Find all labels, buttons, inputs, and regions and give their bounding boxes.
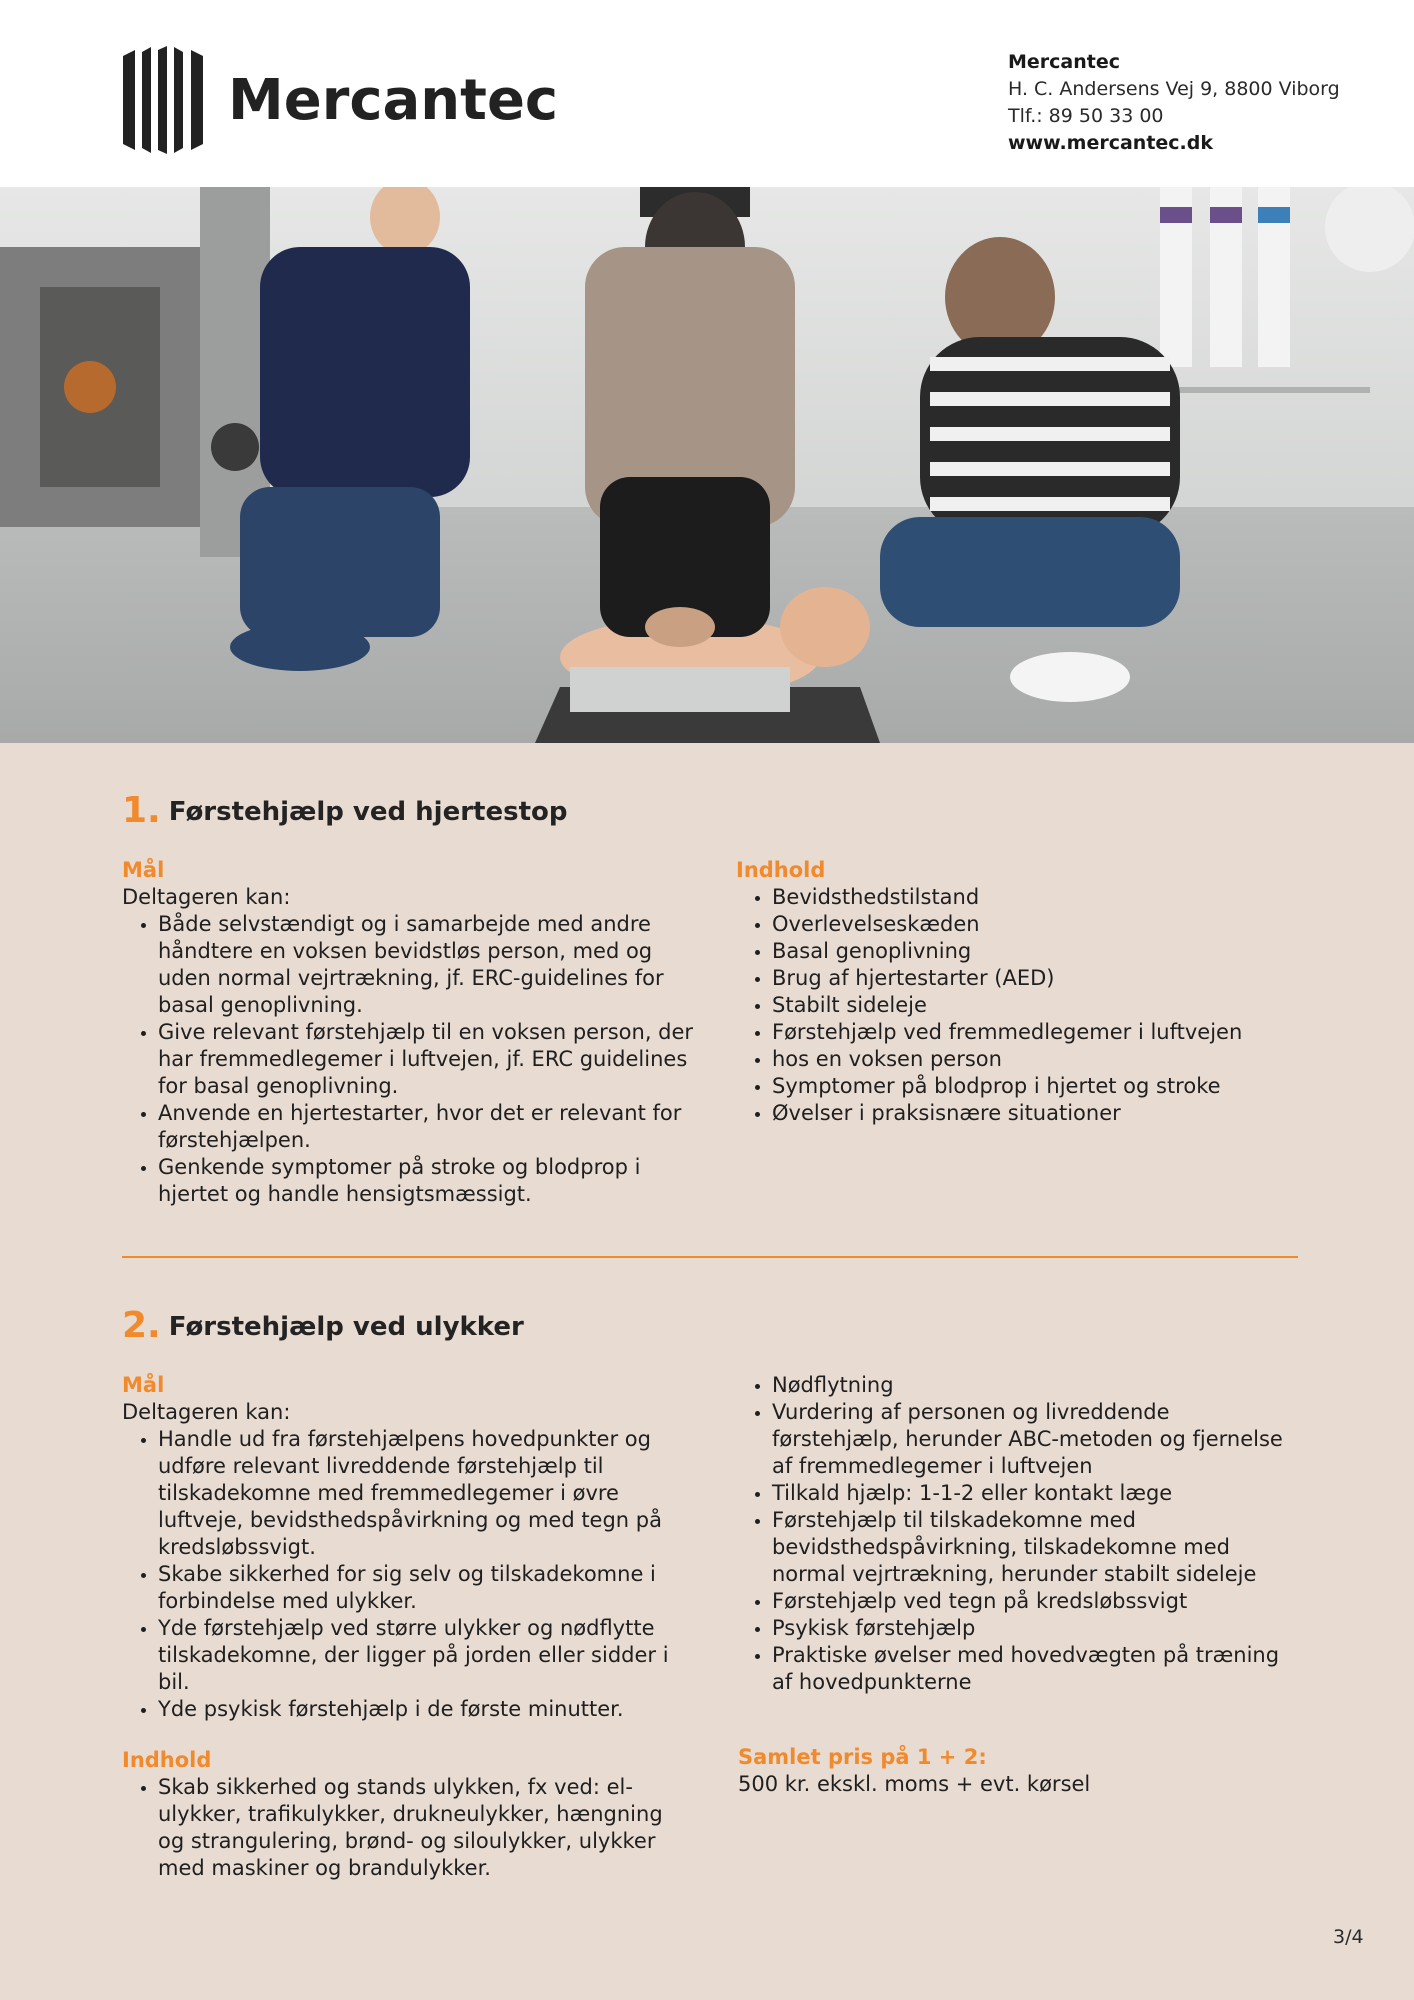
list-item: • Førstehjælp ved fremmedlegemer i luftvejen bbox=[772, 1019, 1296, 1046]
list-item: • Øvelser i praksisnære situationer bbox=[772, 1100, 1296, 1127]
section-1-content bbox=[736, 857, 1296, 1127]
section-divider bbox=[122, 1256, 1298, 1258]
section-1-heading: Førstehjælp ved hjertestop bbox=[168, 797, 568, 827]
section-1-goal-label: Mål bbox=[122, 858, 165, 882]
list-item: • Psykisk førstehjælp bbox=[772, 1615, 1296, 1642]
list-item: • Vurdering af personen og livreddende førstehjælp, herunder ABC-metoden og fjernelse af fremmedlegemer i luftvejen bbox=[772, 1399, 1296, 1480]
list-item: • Bevidsthedstilstand bbox=[772, 884, 1296, 911]
section-2-goals bbox=[122, 1372, 682, 1882]
list-item: • Førstehjælp til tilskadekomne med bevidsthedspåvirkning, tilskadekomne med normal vejrtrækning, herunder stabilt sideleje bbox=[772, 1507, 1296, 1588]
first-aid-training-photo bbox=[0, 187, 1414, 743]
section-1-content-label: Indhold bbox=[736, 858, 826, 882]
section-2-content-right bbox=[736, 1372, 1296, 1696]
list-item: • Stabilt sideleje bbox=[772, 992, 1296, 1019]
list-item: • Brug af hjertestarter (AED) bbox=[772, 965, 1296, 992]
list-item: • Nødflytning bbox=[772, 1372, 1296, 1399]
section-1-goal-intro: Deltageren kan: bbox=[122, 885, 291, 909]
section-2-content-label: Indhold bbox=[122, 1748, 212, 1772]
price-block bbox=[738, 1744, 1298, 1798]
list-item: • Anvende en hjertestarter, hvor det er relevant for førstehjælpen. bbox=[158, 1100, 702, 1154]
list-item: • Handle ud fra førstehjælpens hovedpunkter og udføre relevant livreddende førstehjælp til tilskadekomne med fremmedlegemer i øvre luftveje, bevidsthedspåvirkning og med tegn på kredsløbssvigt. bbox=[158, 1426, 682, 1561]
hero-photo bbox=[0, 187, 1414, 743]
page-header bbox=[0, 0, 1414, 187]
section-2-content-list-right bbox=[736, 1372, 1296, 1696]
logo-wordmark: Mercantec bbox=[228, 68, 559, 133]
section-2-content-list bbox=[122, 1774, 682, 1882]
list-item: • Skab sikkerhed og stands ulykken, fx ved: el-ulykker, trafikulykker, drukneulykker, hængning og strangulering, brønd- og siloulykker, ulykker med maskiner og brandulykker. bbox=[158, 1774, 682, 1882]
contact-address: H. C. Andersens Vej 9, 8800 Viborg bbox=[1008, 78, 1340, 100]
section-2-title bbox=[122, 1305, 524, 1346]
list-item: • Tilkald hjælp: 1-1-2 eller kontakt læge bbox=[772, 1480, 1296, 1507]
section-1-title bbox=[122, 790, 567, 831]
list-item: • Give relevant førstehjælp til en voksen person, der har fremmedlegemer i luftvejen, jf. ERC guidelines for basal genoplivning. bbox=[158, 1019, 702, 1100]
list-item: • Yde psykisk førstehjælp i de første minutter. bbox=[158, 1696, 682, 1723]
section-2-goal-intro: Deltageren kan: bbox=[122, 1400, 291, 1424]
list-item: • Overlevelseskæden bbox=[772, 911, 1296, 938]
contact-website: www.mercantec.dk bbox=[1008, 132, 1214, 154]
list-item: • Basal genoplivning bbox=[772, 938, 1296, 965]
section-1-goal-list bbox=[122, 911, 702, 1208]
section-2-goal-label: Mål bbox=[122, 1373, 165, 1397]
list-item: • Skabe sikkerhed for sig selv og tilskadekomne i forbindelse med ulykker. bbox=[158, 1561, 682, 1615]
contact-name: Mercantec bbox=[1008, 51, 1121, 73]
contact-block bbox=[1008, 49, 1340, 157]
list-item: • Både selvstændigt og i samarbejde med andre håndtere en voksen bevidstløs person, med og uden normal vejrtrækning, jf. ERC-guidelines for basal genoplivning. bbox=[158, 911, 702, 1019]
section-2-goal-list bbox=[122, 1426, 682, 1723]
price-value: 500 kr. ekskl. moms + evt. kørsel bbox=[738, 1772, 1091, 1796]
section-1-content-list bbox=[736, 884, 1296, 1127]
section-2-heading: Førstehjælp ved ulykker bbox=[168, 1312, 524, 1342]
section-1-number: 1. bbox=[122, 790, 161, 831]
section-2-number: 2. bbox=[122, 1305, 161, 1346]
list-item: • Yde førstehjælp ved større ulykker og nødflytte tilskadekomne, der ligger på jorden eller sidder i bil. bbox=[158, 1615, 682, 1696]
price-label: Samlet pris på 1 + 2: bbox=[738, 1745, 987, 1769]
list-item: • Symptomer på blodprop i hjertet og stroke bbox=[772, 1073, 1296, 1100]
section-1-goals bbox=[122, 857, 702, 1208]
list-item: • Førstehjælp ved tegn på kredsløbssvigt bbox=[772, 1588, 1296, 1615]
list-item: • Praktiske øvelser med hovedvægten på træning af hovedpunkterne bbox=[772, 1642, 1296, 1696]
logo-mark-icon bbox=[121, 46, 205, 154]
page-number: 3/4 bbox=[1333, 1926, 1364, 1948]
list-item: • hos en voksen person bbox=[772, 1046, 1296, 1073]
list-item: • Genkende symptomer på stroke og blodprop i hjertet og handle hensigtsmæssigt. bbox=[158, 1154, 702, 1208]
contact-phone: Tlf.: 89 50 33 00 bbox=[1008, 105, 1164, 127]
